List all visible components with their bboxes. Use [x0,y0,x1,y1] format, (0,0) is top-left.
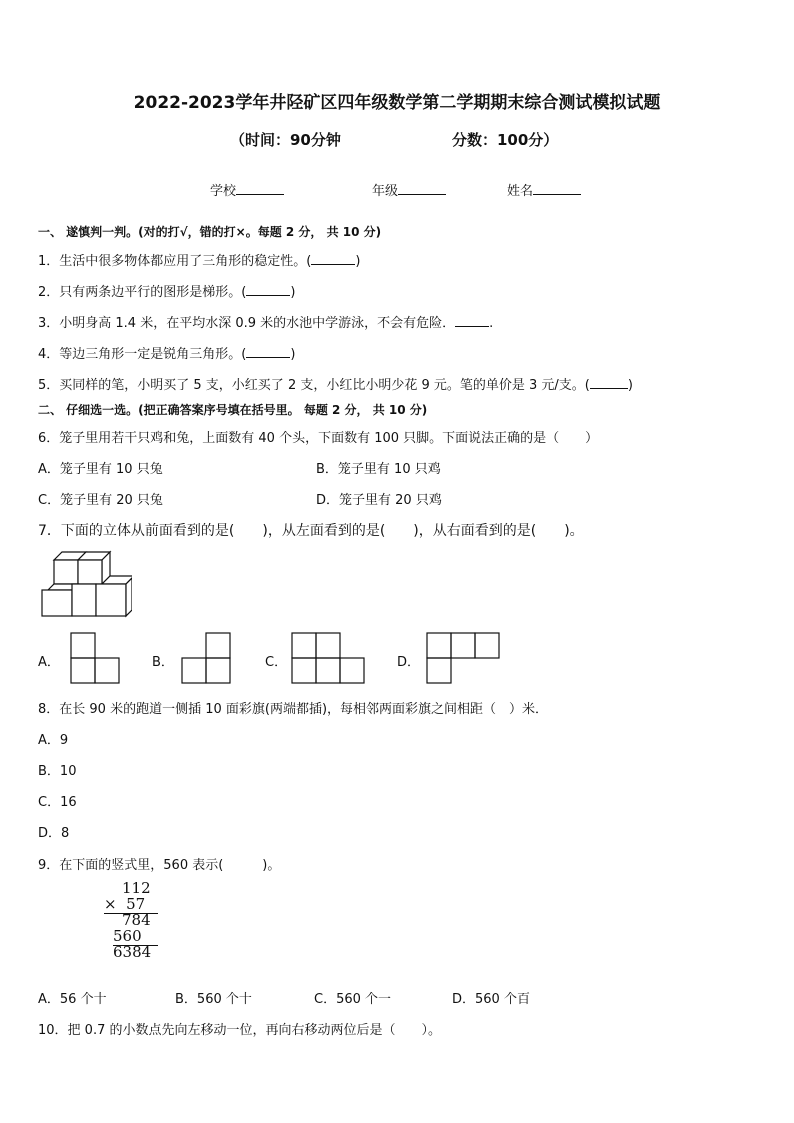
name-blank[interactable] [533,182,581,195]
question-10: 10．把 0.7 的小数点先向左移动一位，再向右移动两位后是（ ）。 [38,1023,441,1038]
q7-option-b-label[interactable]: B． [152,655,174,670]
q7-option-c-label[interactable]: C． [265,655,288,670]
question-4: 4．等边三角形一定是锐角三角形。( ) [38,347,296,362]
calc-partial-1: 784 [122,911,151,929]
question-9: 9．在下面的竖式里，560 表示( )。 [38,858,281,873]
grade-label: 年级 [372,184,399,199]
name-field[interactable] [507,180,581,199]
calc-partial-2: 560 [113,927,142,945]
q6-option-c[interactable]: C．笼子里有 20 只兔 [38,493,163,508]
q7-option-b-figure[interactable] [181,632,231,684]
answer-blank-4[interactable] [246,345,290,358]
exam-title: 2022-2023学年井陉矿区四年级数学第二学期期末综合测试模拟试题 [133,93,661,113]
section1-heading: 一、 遂慎判一判。(对的打√，错的打×。每题 2 分， 共 10 分) [38,225,382,239]
exam-score: 分数：100分） [452,131,559,149]
q7-option-d-figure[interactable] [426,632,500,684]
question-2: 2．只有两条边平行的图形是梯形。( ) [38,285,296,300]
question-7: 7．下面的立体从前面看到的是( )，从左面看到的是( )，从右面看到的是( )。 [38,523,584,539]
q9-option-b[interactable]: B．560 个十 [175,992,252,1007]
calc-multiplicand: 112 [122,879,151,897]
school-label: 学校 [210,184,237,199]
q6-option-d[interactable]: D．笼子里有 20 只鸡 [316,493,442,508]
q8-option-d[interactable]: D．8 [38,826,70,841]
school-blank[interactable] [236,182,284,195]
q7-option-c-figure[interactable] [291,632,365,684]
q9-option-a[interactable]: A．56 个十 [38,992,107,1007]
calc-product: 6384 [113,943,152,961]
school-field[interactable] [210,180,284,199]
question-8: 8．在长 90 米的跑道一侧插 10 面彩旗(两端都插)，每相邻两面彩旗之间相距（ ）米． [38,702,549,717]
q8-option-b[interactable]: B．10 [38,764,77,779]
answer-blank-3[interactable] [455,314,489,327]
section2-heading: 二、 仔细选一选。(把正确答案序号填在括号里。 每题 2 分， 共 10 分) [38,403,428,417]
q7-option-a-figure[interactable] [70,632,120,684]
q8-option-c[interactable]: C．16 [38,795,77,810]
answer-blank-1[interactable] [311,252,355,265]
q8-option-a[interactable]: A．9 [38,733,69,748]
answer-blank-2[interactable] [246,283,290,296]
q7-option-d-label[interactable]: D． [397,655,421,670]
question-6: 6．笼子里用若干只鸡和兔，上面数有 40 个头，下面数有 100 只脚。下面说法正确的是（ ） [38,431,599,446]
q7-option-a-label[interactable]: A． [38,655,60,670]
name-label: 姓名 [507,184,534,199]
answer-blank-5[interactable] [590,376,628,389]
grade-blank[interactable] [398,182,446,195]
q9-option-d[interactable]: D．560 个百 [452,992,530,1007]
calc-multiplier: × 57 [104,895,146,913]
question-3: 3．小明身高 1.4 米，在平均水深 0.9 米的水池中学游泳，不会有危险． . [38,316,494,331]
q9-option-c[interactable]: C．560 个一 [314,992,392,1007]
q6-option-a[interactable]: A．笼子里有 10 只兔 [38,462,163,477]
exam-time: （时间：90分钟 [230,131,341,149]
cube-solid-figure [40,548,132,620]
question-1: 1．生活中很多物体都应用了三角形的稳定性。( ) [38,254,361,269]
q6-option-b[interactable]: B．笼子里有 10 只鸡 [316,462,441,477]
question-5: 5．买同样的笔，小明买了 5 支，小红买了 2 支，小红比小明少花 9 元。笔的单价是 3 元/支。( ) [38,378,633,393]
grade-field[interactable] [372,180,446,199]
